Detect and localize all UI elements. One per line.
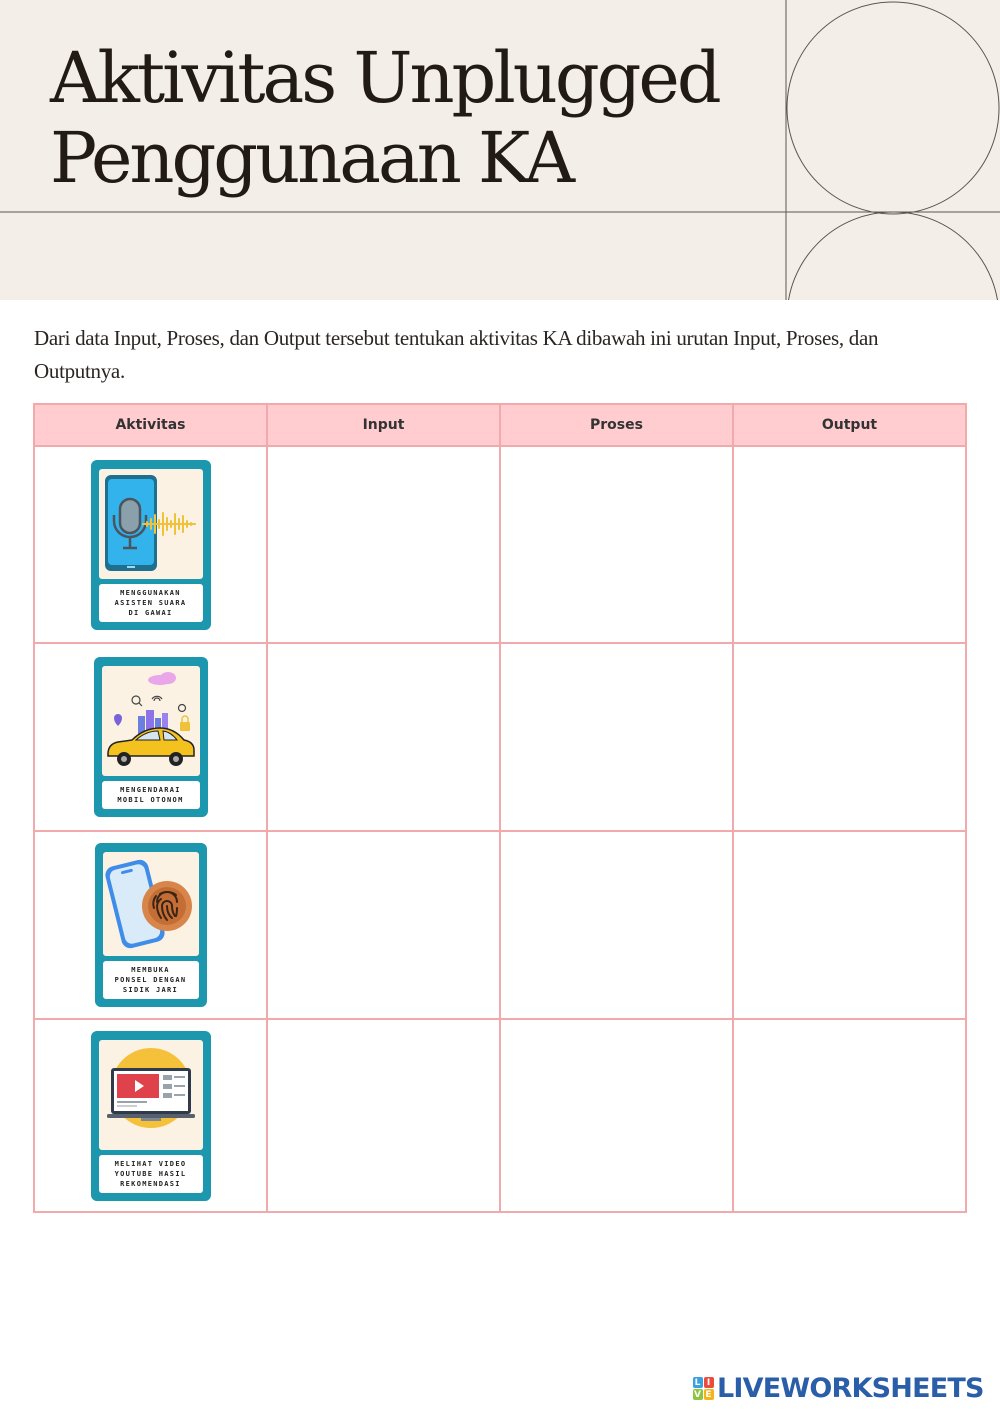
card-label: MELIHAT VIDEO YOUTUBE HASIL REKOMENDASI (99, 1155, 203, 1193)
voice-assistant-illustration (99, 469, 203, 579)
autonomous-car-illustration (102, 666, 200, 776)
table-row (34, 831, 966, 1019)
page-title (50, 38, 790, 198)
process-cell[interactable] (500, 1019, 733, 1212)
voice-assistant-card (91, 460, 211, 630)
table-header-row (34, 404, 966, 446)
column-header-input: Input (267, 404, 500, 446)
input-cell[interactable] (267, 1019, 500, 1212)
microphone-icon (99, 469, 203, 579)
card-label: MENGGUNAKAN ASISTEN SUARA DI GAWAI (99, 584, 203, 622)
activity-cell (34, 643, 267, 831)
output-cell[interactable] (733, 1019, 966, 1212)
activity-cell (34, 831, 267, 1019)
header-banner (0, 0, 1000, 300)
input-cell[interactable] (267, 446, 500, 643)
column-header-output: Output (733, 404, 966, 446)
output-cell[interactable] (733, 831, 966, 1019)
activity-cell (34, 446, 267, 643)
fingerprint-icon (103, 852, 199, 956)
liveworksheets-logo-icon: L I V E (694, 1377, 712, 1400)
instruction-text: Dari data Input, Proses, dan Output tersebut tentukan aktivitas KA dibawah ini urutan Input, Proses, dan Outputnya. (34, 326, 879, 383)
liveworksheets-logo[interactable] (692, 1372, 984, 1404)
table-row (34, 446, 966, 643)
fingerprint-unlock-illustration (103, 852, 199, 956)
title-line-2: Penggunaan KA (50, 117, 573, 199)
brand-name: LIVEWORKSHEETS (717, 1372, 984, 1404)
youtube-recommendation-card (91, 1031, 211, 1201)
card-label: MEMBUKA PONSEL DENGAN SIDIK JARI (103, 961, 199, 999)
process-cell[interactable] (500, 446, 733, 643)
column-header-activity: Aktivitas (34, 404, 267, 446)
table-row (34, 643, 966, 831)
output-cell[interactable] (733, 446, 966, 643)
youtube-recommendation-illustration (99, 1040, 203, 1150)
title-line-1: Aktivitas Unplugged (50, 37, 719, 119)
process-cell[interactable] (500, 643, 733, 831)
table-row (34, 1019, 966, 1212)
car-icon (102, 666, 200, 776)
process-cell[interactable] (500, 831, 733, 1019)
output-cell[interactable] (733, 643, 966, 831)
column-header-process: Proses (500, 404, 733, 446)
activity-table (33, 403, 967, 1213)
autonomous-car-card (94, 657, 208, 817)
video-player-icon (99, 1040, 203, 1150)
card-label: MENGENDARAI MOBIL OTONOM (102, 781, 200, 809)
fingerprint-unlock-card (95, 843, 207, 1007)
input-cell[interactable] (267, 643, 500, 831)
activity-cell (34, 1019, 267, 1212)
input-cell[interactable] (267, 831, 500, 1019)
